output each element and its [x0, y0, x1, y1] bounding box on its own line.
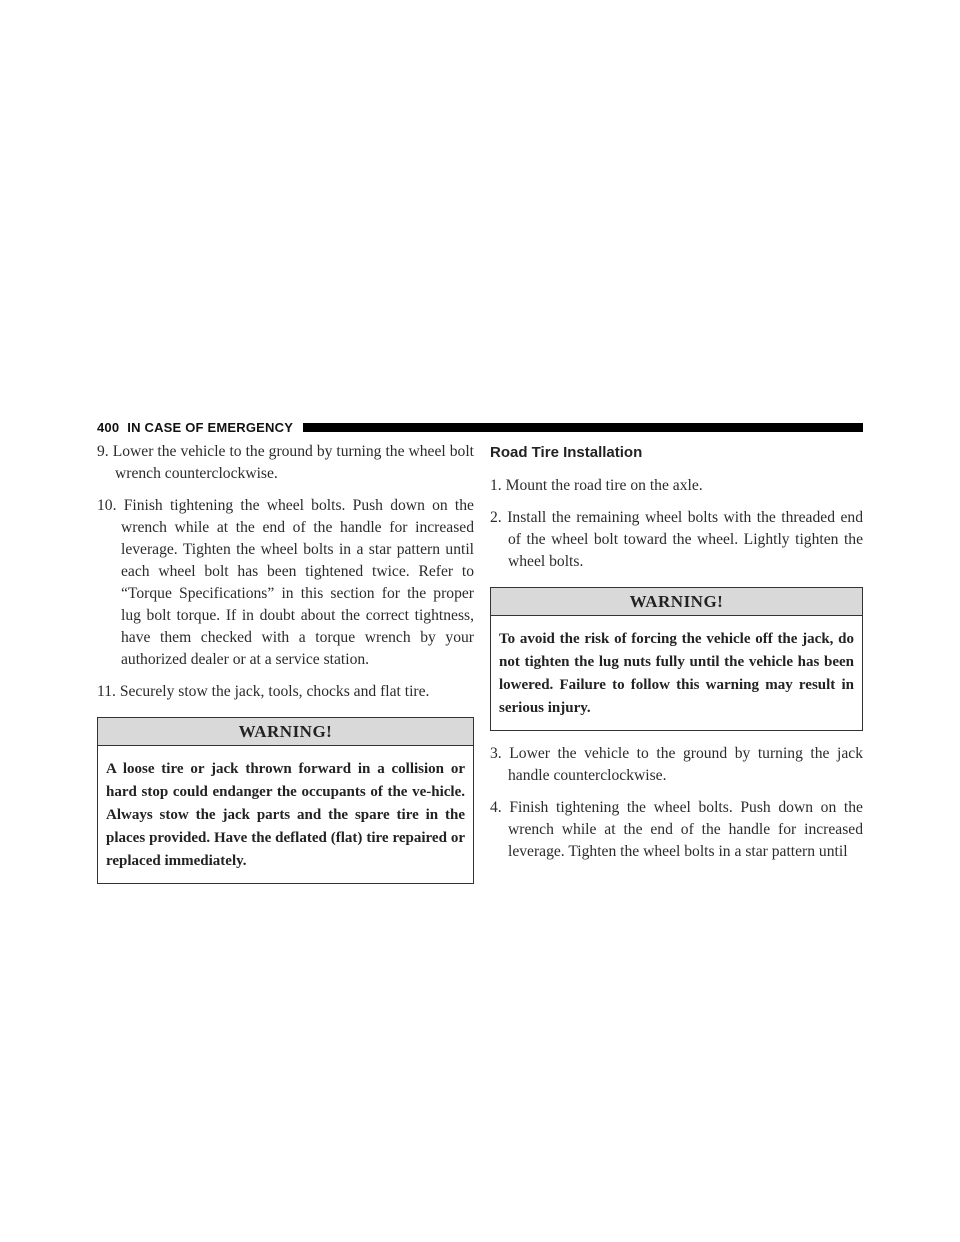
- warning-body: A loose tire or jack thrown forward in a collision or hard stop could endanger the occupants of the ve-hicle. Always stow the jack parts and the spare tire in the places provided. Have the deflated (flat) tire repaired or replaced immediately.: [106, 761, 465, 869]
- warning-box-stow: [97, 717, 474, 884]
- step-text: Finish tightening the wheel bolts. Push down on the wrench while at the end of the handle for increased leverage. Tighten the wheel bolts in a star pattern until each wheel bolt has been tightened twice. Refer to “Torque Specifications” in this section for the proper lug bolt torque. If in doubt about the correct tightness, have them checked with a torque wrench by your authorized dealer or at a service station.: [121, 497, 474, 668]
- page-header: [97, 419, 863, 435]
- step-1: [490, 475, 863, 497]
- warning-body: To avoid the risk of forcing the vehicle off the jack, do not tighten the lug nuts fully until the vehicle has been lowered. Failure to follow this warning may result in serious injury.: [499, 631, 854, 716]
- warning-title: WARNING!: [491, 588, 862, 616]
- step-text: Securely stow the jack, tools, chocks and flat tire.: [119, 683, 430, 700]
- section-title: IN CASE OF EMERGENCY: [127, 419, 294, 435]
- step-text: Mount the road tire on the axle.: [505, 477, 703, 494]
- step-text: Finish tightening the wheel bolts. Push down on the wrench while at the end of the handle for increased leverage. Tighten the wheel bolts in a star pattern until: [508, 799, 863, 860]
- step-number: 1.: [490, 477, 502, 494]
- step-4: [490, 797, 863, 863]
- step-text: Install the remaining wheel bolts with the threaded end of the wheel bolt toward the wheel. Lightly tighten the wheel bolts.: [507, 509, 864, 570]
- step-text: Lower the vehicle to the ground by turning the jack handle counterclockwise.: [508, 745, 864, 784]
- header-rule: [303, 423, 863, 432]
- step-2: [490, 507, 863, 573]
- warning-title: WARNING!: [98, 718, 473, 746]
- section-heading: Road Tire Installation: [490, 444, 643, 461]
- step-number: 2.: [490, 509, 502, 526]
- step-number: 11.: [97, 683, 116, 700]
- step-number: 10.: [97, 497, 117, 514]
- right-column: [490, 441, 863, 873]
- step-3: [490, 743, 863, 787]
- step-number: 4.: [490, 799, 502, 816]
- warning-box-jack: [490, 587, 863, 731]
- left-column: [97, 441, 474, 896]
- step-text: Lower the vehicle to the ground by turning the wheel bolt wrench counterclockwise.: [112, 443, 474, 482]
- step-number: 9.: [97, 443, 109, 460]
- step-number: 3.: [490, 745, 502, 762]
- step-9: [97, 441, 474, 485]
- page-number: 400: [97, 419, 120, 435]
- step-11: [97, 681, 474, 703]
- step-10: [97, 495, 474, 671]
